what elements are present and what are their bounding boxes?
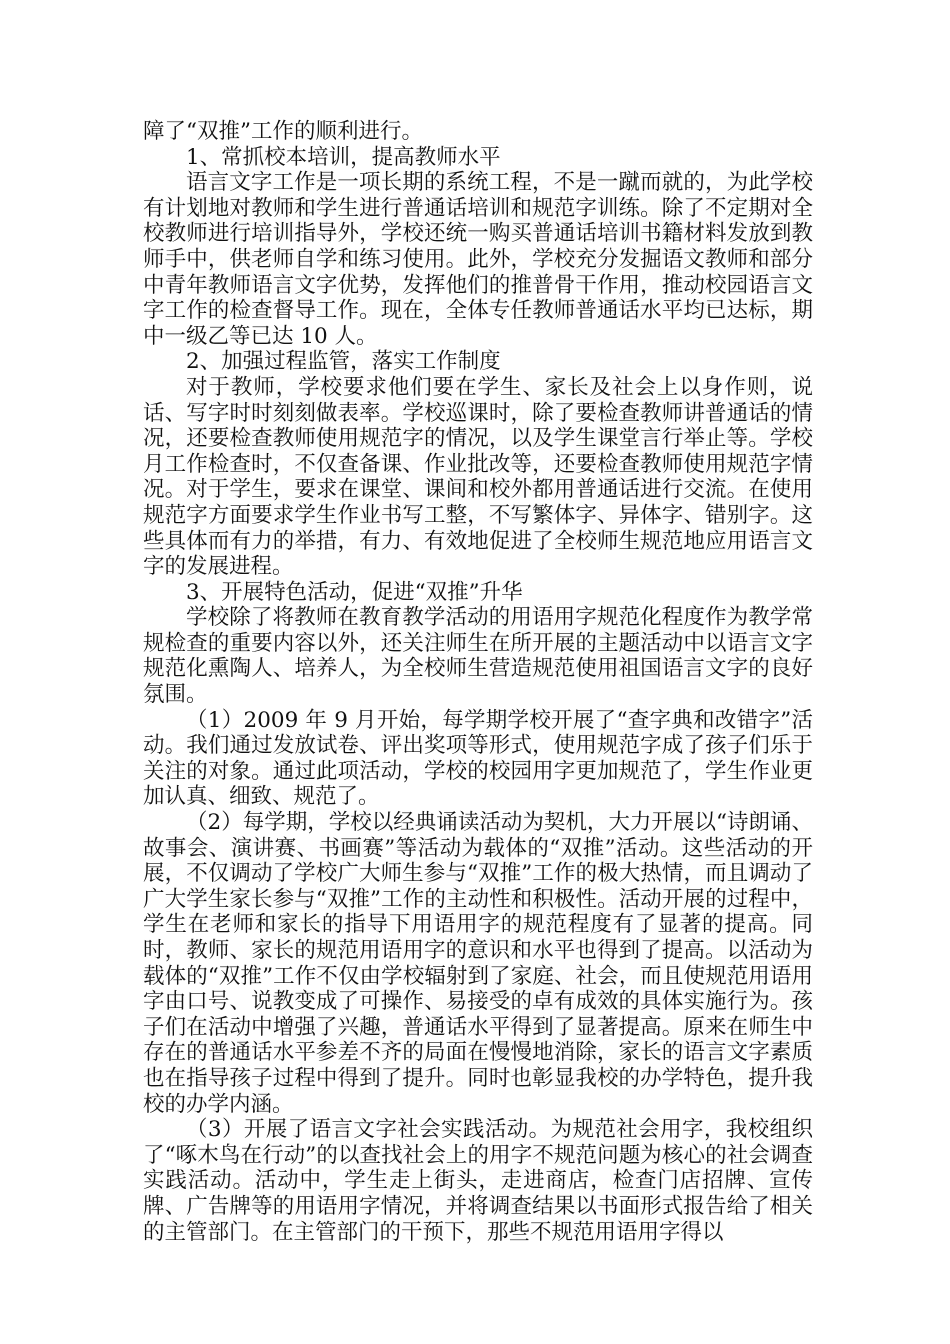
- paragraph-activity-3: （3）开展了语言文字社会实践活动。为规范社会用字，我校组织了“啄木鸟在行动”的以查找社会上的用字不规范问题为核心的社会调查实践活动。活动中，学生走上街头，走进商店，检查门店招牌、宣传牌、广告牌等的用语用字情况，并将调查结果以书面形式报告给了相关的主管部门。在主管部门的干预下，那些不规范用语用字得以: [143, 1117, 813, 1245]
- section-heading-1: 1、常抓校本培训，提高教师水平: [186, 144, 501, 170]
- paragraph-activity-2: （2）每学期，学校以经典诵读活动为契机，大力开展以“诗朗诵、故事会、演讲赛、书画赛”等活动为载体的“双推”活动。这些活动的开展，不仅调动了学校广大师生参与“双推”工作的极大热情，而且调动了广大学生家长参与“双推”工作的主动性和积极性。活动开展的过程中，学生在老师和家长的指导下用语用字的规范程度有了显著的提高。同时，教师、家长的规范用语用字的意识和水平也得到了提高。以活动为载体的“双推”工作不仅由学校辐射到了家庭、社会，而且使规范用语用字由口号、说教变成了可操作、易接受的卓有成效的具体实施行为。孩子们在活动中增强了兴趣，普通话水平得到了显著提高。原来在师生中存在的普通话水平参差不齐的局面在慢慢地消除，家长的语言文字素质也在指导孩子过程中得到了提升。同时也彰显我校的办学特色，提升我校的办学内涵。: [143, 810, 813, 1117]
- paragraph-supervision: 对于教师，学校要求他们要在学生、家长及社会上以身作则，说话、写字时时刻刻做表率。学校巡课时，除了要检查教师讲普通话的情况，还要检查教师使用规范字的情况，以及学生课堂言行举止等。学校月工作检查时，不仅查备课、作业批改等，还要检查教师使用规范字情况。对于学生，要求在课堂、课间和校外都用普通话进行交流。在使用规范字方面要求学生作业书写工整，不写繁体字、异体字、错别字。这些具体而有力的举措，有力、有效地促进了全校师生规范地应用语言文字的发展进程。: [143, 374, 813, 580]
- document-page: [143, 119, 813, 1245]
- paragraph-training: 语言文字工作是一项长期的系统工程，不是一蹴而就的，为此学校有计划地对教师和学生进行普通话培训和规范字训练。除了不定期对全校教师进行培训指导外，学校还统一购买普通话培训书籍材料发放到教师手中，供老师自学和练习使用。此外，学校充分发掘语文教师和部分中青年教师语言文字优势，发挥他们的推普骨干作用，推动校园语言文字工作的检查督导工作。现在，全体专任教师普通话水平均已达标，期中一级乙等已达 10 人。: [143, 170, 813, 349]
- paragraph-activity-1: （1）2009 年 9 月开始，每学期学校开展了“查字典和改错字”活动。我们通过发放试卷、评出奖项等形式，使用规范字成了孩子们乐于关注的对象。通过此项活动，学校的校园用字更加规范了，学生作业更加认真、细致、规范了。: [143, 707, 813, 810]
- paragraph-continuation: 障了“双推”工作的顺利进行。: [143, 119, 423, 144]
- section-heading-3: 3、开展特色活动，促进“双推”升华: [186, 579, 523, 605]
- paragraph-activities-intro: 学校除了将教师在教育教学活动的用语用字规范化程度作为教学常规检查的重要内容以外，还关注师生在所开展的主题活动中以语言文字规范化熏陶人、培养人，为全校师生营造规范使用祖国语言文字的良好氛围。: [143, 605, 813, 708]
- section-heading-2: 2、加强过程监管，落实工作制度: [186, 349, 501, 375]
